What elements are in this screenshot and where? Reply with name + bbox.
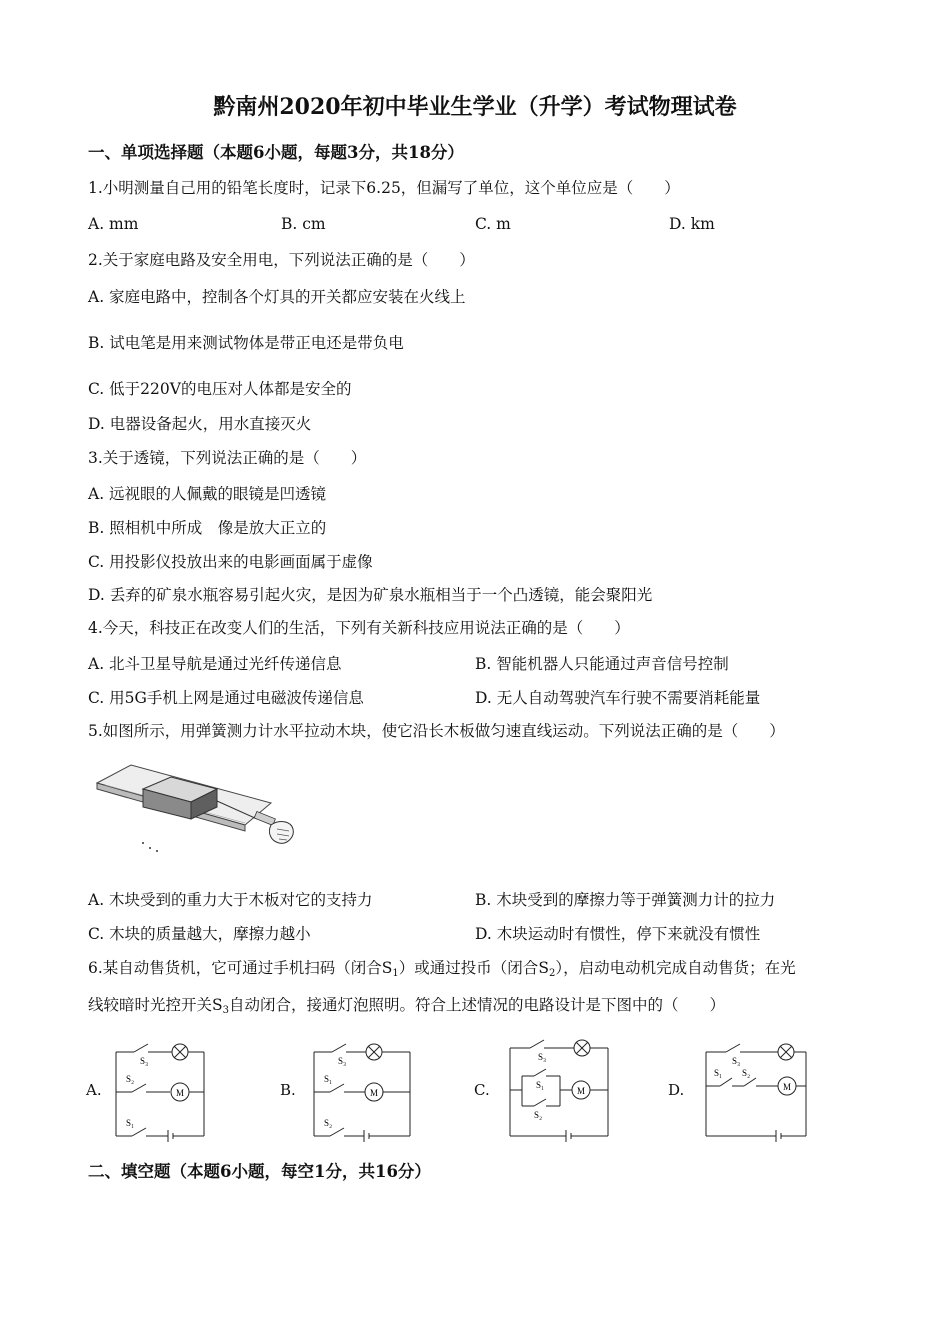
circuit-d-switch-s1-label: S₁ bbox=[714, 1068, 723, 1078]
question-6-stem-line-2: 线较暗时光控开关$S_3$自动闭合，接通灯泡照明。符合上述情况的电路设计是下图中的（ ） bbox=[88, 996, 726, 1016]
question-2-option-a: A. 家庭电路中，控制各个灯具的开关都应安装在火线上 bbox=[88, 288, 466, 306]
question-1-option-d: D. km bbox=[669, 215, 715, 233]
question-3-option-b: B. 照相机中所成 像是放大正立的 bbox=[88, 519, 327, 537]
question-1-stem: 1.小明测量自己用的铅笔长度时，记录下6.25，但漏写了单位，这个单位应是（ ） bbox=[88, 179, 680, 197]
circuit-label-a: A. bbox=[86, 1081, 102, 1099]
circuit-c-motor-label: M bbox=[577, 1086, 586, 1096]
question-5-option-d: D. 木块运动时有惯性，停下来就没有惯性 bbox=[475, 925, 761, 943]
circuit-d-switch-s2-label: S₂ bbox=[742, 1068, 751, 1078]
question-1-option-c: C. m bbox=[475, 215, 511, 233]
circuit-label-d: D. bbox=[668, 1081, 685, 1099]
circuit-a-switch-s3-label: S₃ bbox=[140, 1056, 149, 1066]
question-4-option-c: C. 用5G手机上网是通过电磁波传递信息 bbox=[88, 689, 364, 707]
question-5-option-b: B. 木块受到的摩擦力等于弹簧测力计的拉力 bbox=[475, 891, 776, 909]
circuit-a-switch-s1-label: S₁ bbox=[126, 1118, 135, 1128]
circuit-a-motor-label: M bbox=[176, 1088, 185, 1098]
question-3-option-a: A. 远视眼的人佩戴的眼镜是凹透镜 bbox=[88, 485, 327, 503]
circuit-label-b: B. bbox=[280, 1081, 296, 1099]
question-5-option-c: C. 木块的质量越大，摩擦力越小 bbox=[88, 925, 311, 943]
question-4-option-b: B. 智能机器人只能通过声音信号控制 bbox=[475, 655, 729, 673]
question-5-option-a: A. 木块受到的重力大于木板对它的支持力 bbox=[88, 891, 373, 909]
circuit-b-motor-label: M bbox=[370, 1088, 379, 1098]
question-3-stem: 3.关于透镜，下列说法正确的是（ ） bbox=[88, 449, 367, 467]
question-5-stem: 5.如图所示，用弹簧测力计水平拉动木块，使它沿长木板做匀速直线运动。下列说法正确的是（ ） bbox=[88, 722, 785, 740]
question-1-option-b: B. cm bbox=[281, 215, 326, 233]
circuit-c-switch-s1-label: S₁ bbox=[536, 1080, 545, 1090]
question-4-option-d: D. 无人自动驾驶汽车行驶不需要消耗能量 bbox=[475, 689, 761, 707]
circuit-diagram-a bbox=[112, 1040, 212, 1140]
question-3-option-c: C. 用投影仪投放出来的电影画面属于虚像 bbox=[88, 553, 373, 571]
question-2-option-c: C. 低于220V的电压对人体都是安全的 bbox=[88, 380, 352, 398]
circuit-b-switch-s2-label: S₂ bbox=[324, 1118, 333, 1128]
circuit-b-switch-s1-label: S₁ bbox=[324, 1074, 333, 1084]
spring-scale-wood-block-figure bbox=[95, 755, 305, 860]
circuit-diagram-d bbox=[704, 1040, 808, 1140]
circuit-label-c: C. bbox=[474, 1081, 490, 1099]
question-4-stem: 4.今天，科技正在改变人们的生活，下列有关新科技应用说法正确的是（ ） bbox=[88, 619, 630, 637]
circuit-d-motor-label: M bbox=[783, 1082, 792, 1092]
question-4-option-a: A. 北斗卫星导航是通过光纤传递信息 bbox=[88, 655, 342, 673]
circuit-c-switch-s2-label: S₂ bbox=[534, 1110, 543, 1120]
question-6-stem-line-1: 6.某自动售货机，它可通过手机扫码（闭合$S_1$）或通过投币（闭合$S_2$），启动电动机完成自动售货；在光 bbox=[88, 959, 796, 979]
circuit-diagram-c bbox=[508, 1036, 610, 1140]
question-2-option-b: B. 试电笔是用来测试物体是带正电还是带负电 bbox=[88, 334, 404, 352]
circuit-d-switch-s3-label: S₃ bbox=[732, 1056, 741, 1066]
circuit-a-switch-s2-label: S₂ bbox=[126, 1074, 135, 1084]
question-1-option-a: A. mm bbox=[88, 215, 139, 233]
circuit-c-switch-s3-label: S₃ bbox=[538, 1052, 547, 1062]
question-3-option-d: D. 丢弃的矿泉水瓶容易引起火灾，是因为矿泉水瓶相当于一个凸透镜，能会聚阳光 bbox=[88, 586, 653, 604]
section-heading-single-choice: 一、单项选择题（本题6小题，每题3分，共18分） bbox=[88, 143, 464, 162]
circuit-diagram-b bbox=[310, 1040, 410, 1140]
page-title: 黔南州2020年初中毕业生学业（升学）考试物理试卷 bbox=[213, 94, 737, 120]
question-2-stem: 2.关于家庭电路及安全用电，下列说法正确的是（ ） bbox=[88, 251, 475, 269]
section-heading-fill-in: 二、填空题（本题6小题，每空1分，共16分） bbox=[88, 1162, 431, 1181]
circuit-b-switch-s3-label: S₃ bbox=[338, 1056, 347, 1066]
question-2-option-d: D. 电器设备起火，用水直接灭火 bbox=[88, 415, 312, 433]
